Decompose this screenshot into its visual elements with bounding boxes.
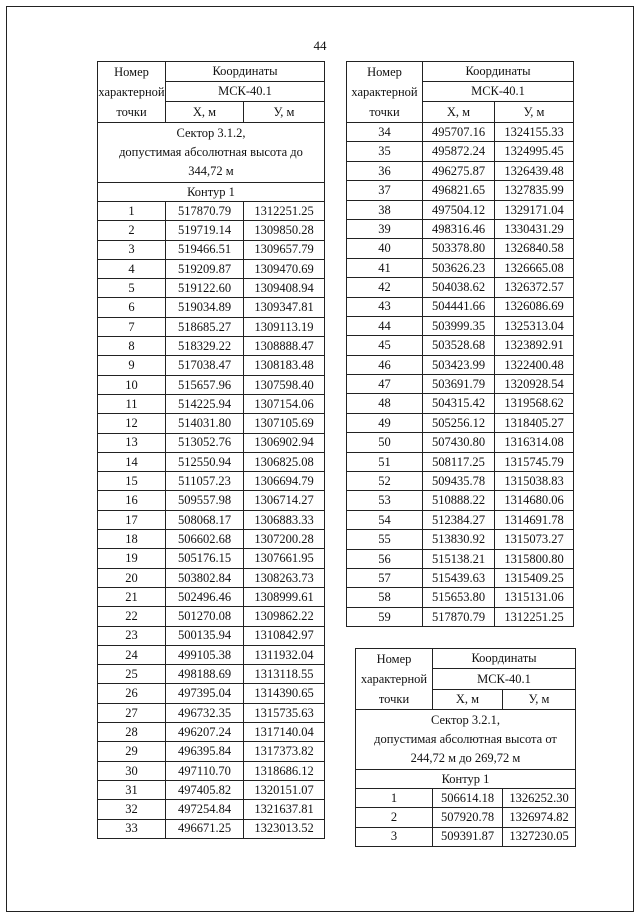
x-coordinate: 518329.22: [166, 337, 244, 356]
x-coordinate: 511057.23: [166, 472, 244, 491]
y-coordinate: 1307200.28: [244, 530, 325, 549]
table-row: [347, 568, 574, 587]
x-coordinate: 519719.14: [166, 221, 244, 240]
x-coordinate: 495872.24: [423, 142, 495, 161]
point-number: 31: [98, 780, 166, 799]
table-row: [347, 258, 574, 277]
table-row: [347, 239, 574, 258]
y-column-header: У, м: [503, 689, 576, 709]
x-coordinate: 506614.18: [433, 789, 503, 808]
table-row: [347, 375, 574, 394]
table-row: [98, 394, 325, 413]
table-row: [98, 472, 325, 491]
y-coordinate: 1309862.22: [244, 607, 325, 626]
point-number: 38: [347, 200, 423, 219]
table-row: [98, 626, 325, 645]
table-row: [347, 491, 574, 510]
point-number: 34: [347, 123, 423, 142]
table-row: [98, 645, 325, 664]
x-coordinate: 496275.87: [423, 161, 495, 180]
y-coordinate: 1309113.19: [244, 317, 325, 336]
table-row: [98, 780, 325, 799]
contour-label: Контур 1: [98, 183, 325, 202]
point-number: 23: [98, 626, 166, 645]
sector-description: Сектор 3.1.2, допустимая абсолютная высота до 344,72 м: [98, 123, 325, 183]
x-coordinate: 504038.62: [423, 278, 495, 297]
y-coordinate: 1307105.69: [244, 414, 325, 433]
y-coordinate: 1307598.40: [244, 375, 325, 394]
y-coordinate: 1308183.48: [244, 356, 325, 375]
point-number-header: Номер характерной точки: [347, 62, 423, 123]
point-number: 51: [347, 452, 423, 471]
x-coordinate: 501270.08: [166, 607, 244, 626]
table-row: [98, 452, 325, 471]
x-coordinate: 503378.80: [423, 239, 495, 258]
x-column-header: X, м: [166, 102, 244, 123]
y-coordinate: 1322400.48: [495, 355, 574, 374]
coords-header: Координаты: [166, 62, 325, 82]
x-coordinate: 519122.60: [166, 279, 244, 298]
y-coordinate: 1324995.45: [495, 142, 574, 161]
point-number: 37: [347, 181, 423, 200]
x-coordinate: 519209.87: [166, 259, 244, 278]
point-number: 48: [347, 394, 423, 413]
y-coordinate: 1317140.04: [244, 723, 325, 742]
table-row: [347, 472, 574, 491]
x-coordinate: 518685.27: [166, 317, 244, 336]
y-column-header: У, м: [244, 102, 325, 123]
y-coordinate: 1307154.06: [244, 394, 325, 413]
table-row: [347, 433, 574, 452]
table-row: [347, 607, 574, 626]
y-coordinate: 1315800.80: [495, 549, 574, 568]
point-number: 12: [98, 414, 166, 433]
point-number: 2: [98, 221, 166, 240]
contour-label: Контур 1: [356, 770, 576, 789]
point-number: 20: [98, 568, 166, 587]
table-row: [98, 703, 325, 722]
table-row: [356, 808, 576, 827]
point-number: 22: [98, 607, 166, 626]
table-row: [98, 549, 325, 568]
y-coordinate: 1306825.08: [244, 452, 325, 471]
y-coordinate: 1315038.83: [495, 472, 574, 491]
y-coordinate: 1313118.55: [244, 665, 325, 684]
y-coordinate: 1314680.06: [495, 491, 574, 510]
y-coordinate: 1319568.62: [495, 394, 574, 413]
point-number: 40: [347, 239, 423, 258]
table-row: [98, 800, 325, 819]
table-row: [98, 491, 325, 510]
y-coordinate: 1308888.47: [244, 337, 325, 356]
x-coordinate: 512384.27: [423, 510, 495, 529]
x-column-header: X, м: [423, 102, 495, 123]
point-number: 9: [98, 356, 166, 375]
table-row: [98, 510, 325, 529]
table-row: [347, 413, 574, 432]
y-coordinate: 1326372.57: [495, 278, 574, 297]
coordinates-table-left: [97, 61, 325, 839]
coords-system-header: МСК-40.1: [423, 81, 574, 102]
coords-header: Координаты: [433, 649, 576, 669]
y-coordinate: 1315073.27: [495, 530, 574, 549]
point-number: 45: [347, 336, 423, 355]
point-number: 3: [98, 240, 166, 259]
y-coordinate: 1318405.27: [495, 413, 574, 432]
x-coordinate: 514225.94: [166, 394, 244, 413]
x-coordinate: 503802.84: [166, 568, 244, 587]
point-number: 18: [98, 530, 166, 549]
table-row: [98, 356, 325, 375]
x-coordinate: 510888.22: [423, 491, 495, 510]
x-coordinate: 504441.66: [423, 297, 495, 316]
y-coordinate: 1311932.04: [244, 645, 325, 664]
y-coordinate: 1329171.04: [495, 200, 574, 219]
point-number: 35: [347, 142, 423, 161]
table-row: [347, 200, 574, 219]
y-coordinate: 1309470.69: [244, 259, 325, 278]
y-coordinate: 1309657.79: [244, 240, 325, 259]
point-number: 58: [347, 588, 423, 607]
table-row: [347, 452, 574, 471]
x-coordinate: 508068.17: [166, 510, 244, 529]
table-row: [347, 394, 574, 413]
table-row: [356, 789, 576, 808]
y-coordinate: 1324155.33: [495, 123, 574, 142]
coords-header: Координаты: [423, 62, 574, 82]
table-row: [347, 181, 574, 200]
point-number: 14: [98, 452, 166, 471]
y-coordinate: 1314390.65: [244, 684, 325, 703]
table-row: [98, 240, 325, 259]
y-coordinate: 1326974.82: [503, 808, 576, 827]
y-coordinate: 1315131.06: [495, 588, 574, 607]
point-number: 17: [98, 510, 166, 529]
point-number: 13: [98, 433, 166, 452]
point-number: 28: [98, 723, 166, 742]
x-coordinate: 519034.89: [166, 298, 244, 317]
page-number: 44: [313, 38, 327, 53]
x-coordinate: 498188.69: [166, 665, 244, 684]
table-row: [347, 510, 574, 529]
point-number: 7: [98, 317, 166, 336]
point-number: 2: [356, 808, 433, 827]
point-number: 53: [347, 491, 423, 510]
y-coordinate: 1321637.81: [244, 800, 325, 819]
table-row: [98, 568, 325, 587]
coordinates-table-sector-3-2-1: [355, 648, 576, 847]
x-coordinate: 503528.68: [423, 336, 495, 355]
table-row: [98, 723, 325, 742]
x-column-header: X, м: [433, 689, 503, 709]
table-row: [98, 279, 325, 298]
x-coordinate: 495707.16: [423, 123, 495, 142]
point-number-header: Номер характерной точки: [98, 62, 166, 123]
point-number: 52: [347, 472, 423, 491]
table-row: [347, 316, 574, 335]
y-coordinate: 1326086.69: [495, 297, 574, 316]
y-coordinate: 1315735.63: [244, 703, 325, 722]
y-coordinate: 1318686.12: [244, 761, 325, 780]
table-row: [347, 161, 574, 180]
x-coordinate: 496207.24: [166, 723, 244, 742]
point-number: 56: [347, 549, 423, 568]
x-coordinate: 515653.80: [423, 588, 495, 607]
coords-system-header: МСК-40.1: [433, 669, 576, 689]
y-coordinate: 1326840.58: [495, 239, 574, 258]
point-number: 1: [356, 789, 433, 808]
x-coordinate: 503626.23: [423, 258, 495, 277]
point-number: 21: [98, 587, 166, 606]
point-number: 44: [347, 316, 423, 335]
point-number: 19: [98, 549, 166, 568]
table-row: [347, 588, 574, 607]
point-number: 6: [98, 298, 166, 317]
y-coordinate: 1308999.61: [244, 587, 325, 606]
table-row: [98, 587, 325, 606]
y-coordinate: 1309850.28: [244, 221, 325, 240]
table-row: [347, 219, 574, 238]
point-number: 25: [98, 665, 166, 684]
point-number: 47: [347, 375, 423, 394]
left-table-body: [98, 202, 325, 839]
y-coordinate: 1326439.48: [495, 161, 574, 180]
point-number: 32: [98, 800, 166, 819]
x-coordinate: 499105.38: [166, 645, 244, 664]
point-number: 27: [98, 703, 166, 722]
y-coordinate: 1314691.78: [495, 510, 574, 529]
x-coordinate: 496395.84: [166, 742, 244, 761]
y-coordinate: 1309408.94: [244, 279, 325, 298]
y-coordinate: 1327230.05: [503, 827, 576, 846]
x-coordinate: 509435.78: [423, 472, 495, 491]
x-coordinate: 517870.79: [166, 202, 244, 221]
y-coordinate: 1320151.07: [244, 780, 325, 799]
y-coordinate: 1320928.54: [495, 375, 574, 394]
x-coordinate: 496821.65: [423, 181, 495, 200]
x-coordinate: 500135.94: [166, 626, 244, 645]
x-coordinate: 505256.12: [423, 413, 495, 432]
point-number: 3: [356, 827, 433, 846]
point-number: 36: [347, 161, 423, 180]
point-number: 26: [98, 684, 166, 703]
coordinates-table-right: [346, 61, 574, 627]
table-row: [98, 298, 325, 317]
y-coordinate: 1306902.94: [244, 433, 325, 452]
table-row: [98, 337, 325, 356]
y-coordinate: 1327835.99: [495, 181, 574, 200]
y-coordinate: 1309347.81: [244, 298, 325, 317]
y-column-header: У, м: [495, 102, 574, 123]
x-coordinate: 509391.87: [433, 827, 503, 846]
x-coordinate: 507430.80: [423, 433, 495, 452]
point-number: 16: [98, 491, 166, 510]
point-number: 54: [347, 510, 423, 529]
point-number: 55: [347, 530, 423, 549]
point-number: 49: [347, 413, 423, 432]
point-number: 42: [347, 278, 423, 297]
table-row: [347, 530, 574, 549]
table-row: [98, 665, 325, 684]
x-coordinate: 515439.63: [423, 568, 495, 587]
point-number: 8: [98, 337, 166, 356]
point-number-header: Номер характерной точки: [356, 649, 433, 710]
x-coordinate: 513052.76: [166, 433, 244, 452]
x-coordinate: 497405.82: [166, 780, 244, 799]
x-coordinate: 503423.99: [423, 355, 495, 374]
point-number: 39: [347, 219, 423, 238]
y-coordinate: 1326665.08: [495, 258, 574, 277]
y-coordinate: 1306694.79: [244, 472, 325, 491]
x-coordinate: 497395.04: [166, 684, 244, 703]
x-coordinate: 517870.79: [423, 607, 495, 626]
y-coordinate: 1312251.25: [244, 202, 325, 221]
x-coordinate: 497110.70: [166, 761, 244, 780]
x-coordinate: 508117.25: [423, 452, 495, 471]
y-coordinate: 1315745.79: [495, 452, 574, 471]
y-coordinate: 1323892.91: [495, 336, 574, 355]
table-row: [98, 259, 325, 278]
y-coordinate: 1326252.30: [503, 789, 576, 808]
table-row: [347, 336, 574, 355]
point-number: 24: [98, 645, 166, 664]
table-row: [98, 607, 325, 626]
x-coordinate: 503691.79: [423, 375, 495, 394]
table-row: [347, 297, 574, 316]
x-coordinate: 513830.92: [423, 530, 495, 549]
x-coordinate: 497504.12: [423, 200, 495, 219]
table-row: [98, 684, 325, 703]
y-coordinate: 1312251.25: [495, 607, 574, 626]
x-coordinate: 515657.96: [166, 375, 244, 394]
point-number: 5: [98, 279, 166, 298]
y-coordinate: 1323013.52: [244, 819, 325, 838]
y-coordinate: 1325313.04: [495, 316, 574, 335]
point-number: 15: [98, 472, 166, 491]
point-number: 43: [347, 297, 423, 316]
point-number: 4: [98, 259, 166, 278]
point-number: 30: [98, 761, 166, 780]
x-coordinate: 519466.51: [166, 240, 244, 259]
table-row: [98, 375, 325, 394]
table-row: [98, 819, 325, 838]
table-row: [98, 414, 325, 433]
table-row: [347, 549, 574, 568]
point-number: 50: [347, 433, 423, 452]
y-coordinate: 1316314.08: [495, 433, 574, 452]
point-number: 29: [98, 742, 166, 761]
table-row: [356, 827, 576, 846]
y-coordinate: 1310842.97: [244, 626, 325, 645]
point-number: 10: [98, 375, 166, 394]
point-number: 11: [98, 394, 166, 413]
x-coordinate: 496732.35: [166, 703, 244, 722]
y-coordinate: 1306714.27: [244, 491, 325, 510]
table-row: [347, 123, 574, 142]
x-coordinate: 509557.98: [166, 491, 244, 510]
sector-description: Сектор 3.2.1, допустимая абсолютная высота от 244,72 м до 269,72 м: [356, 710, 576, 770]
point-number: 57: [347, 568, 423, 587]
x-coordinate: 502496.46: [166, 587, 244, 606]
x-coordinate: 512550.94: [166, 452, 244, 471]
x-coordinate: 507920.78: [433, 808, 503, 827]
right-table-body: [347, 123, 574, 627]
point-number: 59: [347, 607, 423, 626]
point-number: 1: [98, 202, 166, 221]
x-coordinate: 503999.35: [423, 316, 495, 335]
table-row: [347, 278, 574, 297]
table-row: [98, 317, 325, 336]
point-number: 33: [98, 819, 166, 838]
x-coordinate: 515138.21: [423, 549, 495, 568]
y-coordinate: 1317373.82: [244, 742, 325, 761]
table-row: [98, 221, 325, 240]
point-number: 41: [347, 258, 423, 277]
table-row: [347, 142, 574, 161]
table-row: [98, 761, 325, 780]
table-row: [98, 202, 325, 221]
x-coordinate: 504315.42: [423, 394, 495, 413]
x-coordinate: 496671.25: [166, 819, 244, 838]
table-row: [98, 530, 325, 549]
point-number: 46: [347, 355, 423, 374]
table-row: [347, 355, 574, 374]
table-row: [98, 742, 325, 761]
y-coordinate: 1307661.95: [244, 549, 325, 568]
y-coordinate: 1330431.29: [495, 219, 574, 238]
table-row: [98, 433, 325, 452]
x-coordinate: 498316.46: [423, 219, 495, 238]
y-coordinate: 1306883.33: [244, 510, 325, 529]
y-coordinate: 1308263.73: [244, 568, 325, 587]
x-coordinate: 517038.47: [166, 356, 244, 375]
x-coordinate: 505176.15: [166, 549, 244, 568]
coords-system-header: МСК-40.1: [166, 81, 325, 102]
x-coordinate: 497254.84: [166, 800, 244, 819]
y-coordinate: 1315409.25: [495, 568, 574, 587]
sector-3-2-1-table-body: [356, 789, 576, 847]
x-coordinate: 506602.68: [166, 530, 244, 549]
x-coordinate: 514031.80: [166, 414, 244, 433]
